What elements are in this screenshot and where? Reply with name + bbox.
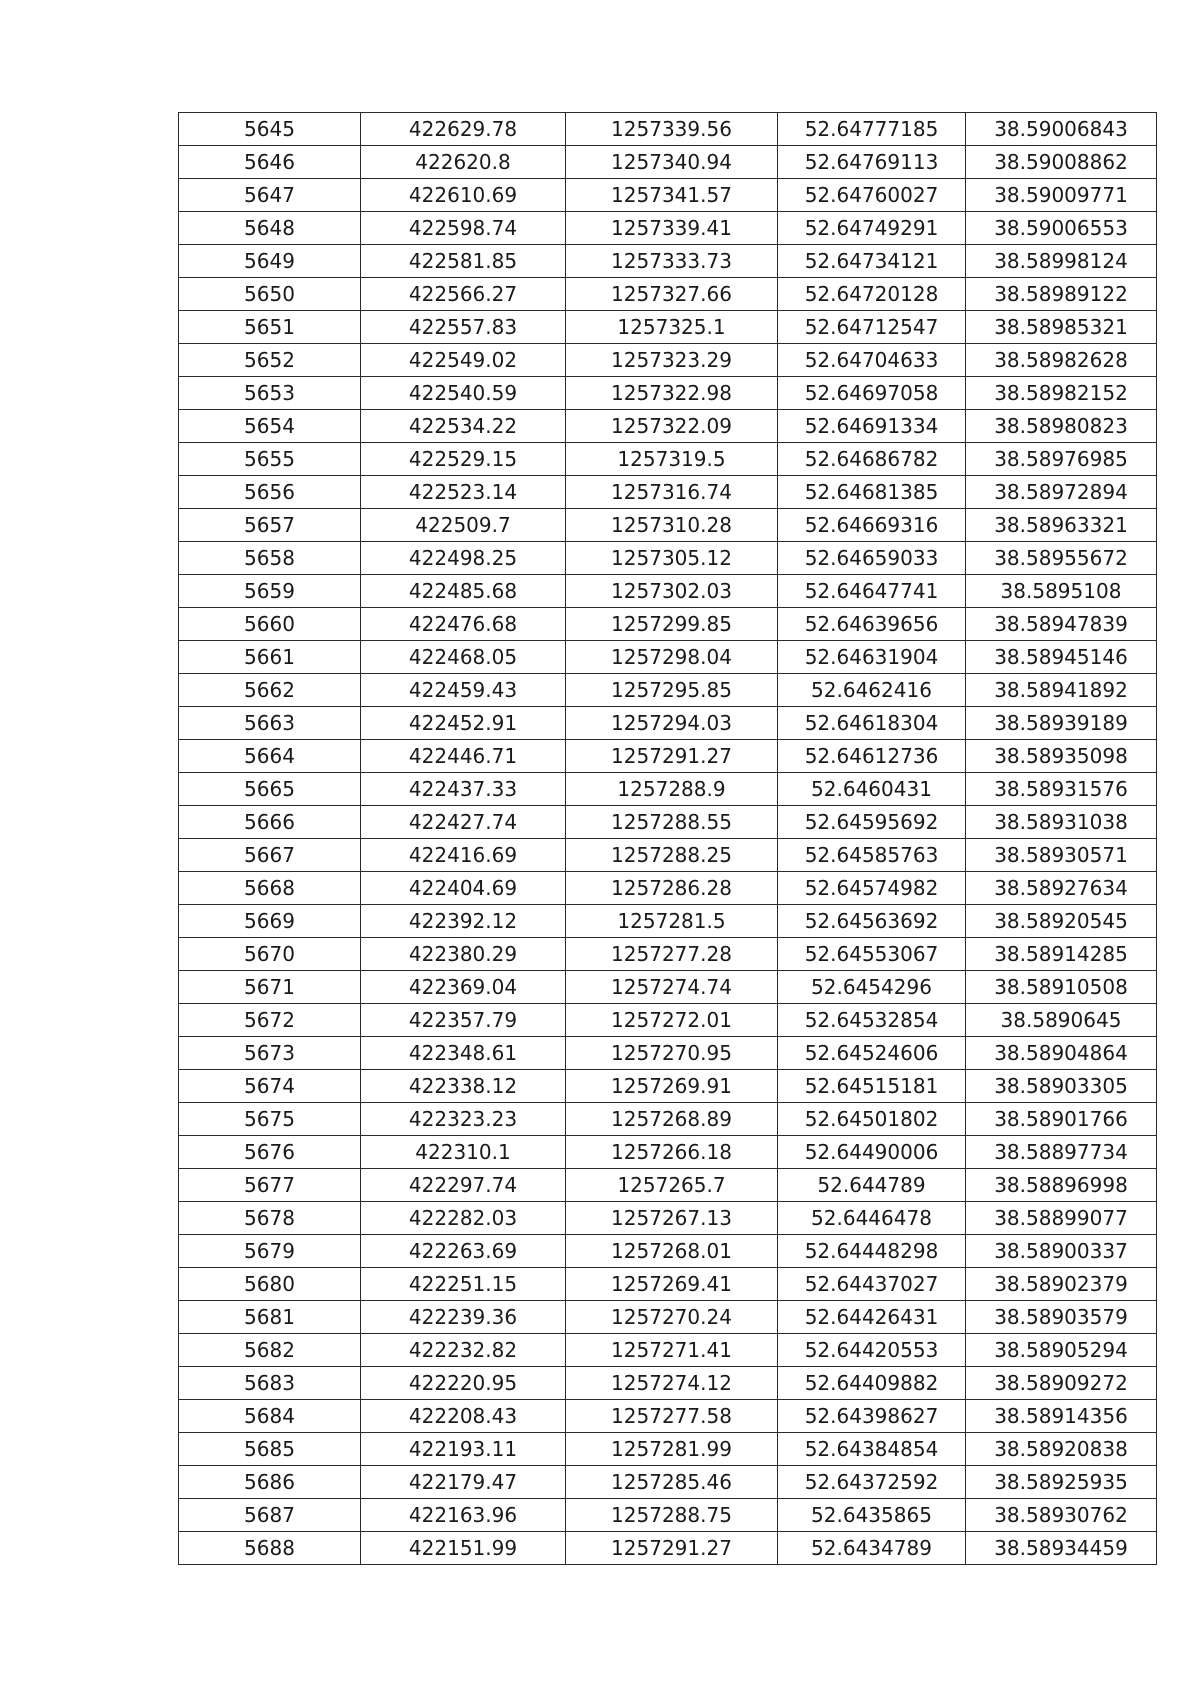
point-number-cell: 5677: [179, 1169, 361, 1202]
point-number-cell: 5685: [179, 1433, 361, 1466]
latitude-cell: 52.64409882: [778, 1367, 966, 1400]
table-row: [179, 707, 1157, 740]
latitude-cell: 52.6435865: [778, 1499, 966, 1532]
latitude-cell: 52.6434789: [778, 1532, 966, 1565]
y-coordinate-cell: 1257265.7: [566, 1169, 778, 1202]
table-row: [179, 542, 1157, 575]
longitude-cell: 38.58900337: [966, 1235, 1157, 1268]
table-row: [179, 476, 1157, 509]
point-number-cell: 5667: [179, 839, 361, 872]
latitude-cell: 52.64437027: [778, 1268, 966, 1301]
table-row: [179, 179, 1157, 212]
latitude-cell: 52.64760027: [778, 179, 966, 212]
latitude-cell: 52.64448298: [778, 1235, 966, 1268]
x-coordinate-cell: 422163.96: [361, 1499, 566, 1532]
latitude-cell: 52.64749291: [778, 212, 966, 245]
point-number-cell: 5674: [179, 1070, 361, 1103]
point-number-cell: 5672: [179, 1004, 361, 1037]
x-coordinate-cell: 422610.69: [361, 179, 566, 212]
point-number-cell: 5676: [179, 1136, 361, 1169]
x-coordinate-cell: 422404.69: [361, 872, 566, 905]
longitude-cell: 38.58914285: [966, 938, 1157, 971]
point-number-cell: 5673: [179, 1037, 361, 1070]
longitude-cell: 38.58930571: [966, 839, 1157, 872]
x-coordinate-cell: 422348.61: [361, 1037, 566, 1070]
coordinates-table-body: [179, 113, 1157, 1565]
latitude-cell: 52.64686782: [778, 443, 966, 476]
latitude-cell: 52.64647741: [778, 575, 966, 608]
y-coordinate-cell: 1257327.66: [566, 278, 778, 311]
x-coordinate-cell: 422427.74: [361, 806, 566, 839]
x-coordinate-cell: 422529.15: [361, 443, 566, 476]
y-coordinate-cell: 1257294.03: [566, 707, 778, 740]
x-coordinate-cell: 422476.68: [361, 608, 566, 641]
table-row: [179, 1103, 1157, 1136]
table-row: [179, 674, 1157, 707]
point-number-cell: 5656: [179, 476, 361, 509]
point-number-cell: 5671: [179, 971, 361, 1004]
y-coordinate-cell: 1257269.41: [566, 1268, 778, 1301]
longitude-cell: 38.58939189: [966, 707, 1157, 740]
latitude-cell: 52.64720128: [778, 278, 966, 311]
table-row: [179, 1400, 1157, 1433]
table-row: [179, 575, 1157, 608]
point-number-cell: 5668: [179, 872, 361, 905]
table-row: [179, 839, 1157, 872]
latitude-cell: 52.64515181: [778, 1070, 966, 1103]
point-number-cell: 5679: [179, 1235, 361, 1268]
latitude-cell: 52.64532854: [778, 1004, 966, 1037]
point-number-cell: 5678: [179, 1202, 361, 1235]
table-row: [179, 1367, 1157, 1400]
longitude-cell: 38.58985321: [966, 311, 1157, 344]
point-number-cell: 5684: [179, 1400, 361, 1433]
latitude-cell: 52.64681385: [778, 476, 966, 509]
point-number-cell: 5681: [179, 1301, 361, 1334]
table-row: [179, 311, 1157, 344]
latitude-cell: 52.64631904: [778, 641, 966, 674]
longitude-cell: 38.58998124: [966, 245, 1157, 278]
latitude-cell: 52.64704633: [778, 344, 966, 377]
table-row: [179, 806, 1157, 839]
point-number-cell: 5645: [179, 113, 361, 146]
y-coordinate-cell: 1257299.85: [566, 608, 778, 641]
y-coordinate-cell: 1257270.95: [566, 1037, 778, 1070]
table-row: [179, 1169, 1157, 1202]
x-coordinate-cell: 422566.27: [361, 278, 566, 311]
latitude-cell: 52.64524606: [778, 1037, 966, 1070]
point-number-cell: 5658: [179, 542, 361, 575]
y-coordinate-cell: 1257322.09: [566, 410, 778, 443]
longitude-cell: 38.5890645: [966, 1004, 1157, 1037]
longitude-cell: 38.58976985: [966, 443, 1157, 476]
longitude-cell: 38.58925935: [966, 1466, 1157, 1499]
table-row: [179, 608, 1157, 641]
longitude-cell: 38.58920545: [966, 905, 1157, 938]
x-coordinate-cell: 422263.69: [361, 1235, 566, 1268]
point-number-cell: 5665: [179, 773, 361, 806]
latitude-cell: 52.64712547: [778, 311, 966, 344]
longitude-cell: 38.58931038: [966, 806, 1157, 839]
latitude-cell: 52.64501802: [778, 1103, 966, 1136]
y-coordinate-cell: 1257291.27: [566, 1532, 778, 1565]
longitude-cell: 38.59009771: [966, 179, 1157, 212]
longitude-cell: 38.58897734: [966, 1136, 1157, 1169]
latitude-cell: 52.6454296: [778, 971, 966, 1004]
y-coordinate-cell: 1257288.75: [566, 1499, 778, 1532]
x-coordinate-cell: 422581.85: [361, 245, 566, 278]
table-row: [179, 113, 1157, 146]
table-row: [179, 938, 1157, 971]
y-coordinate-cell: 1257286.28: [566, 872, 778, 905]
longitude-cell: 38.58920838: [966, 1433, 1157, 1466]
longitude-cell: 38.58899077: [966, 1202, 1157, 1235]
y-coordinate-cell: 1257340.94: [566, 146, 778, 179]
longitude-cell: 38.58904864: [966, 1037, 1157, 1070]
y-coordinate-cell: 1257319.5: [566, 443, 778, 476]
point-number-cell: 5686: [179, 1466, 361, 1499]
x-coordinate-cell: 422208.43: [361, 1400, 566, 1433]
point-number-cell: 5648: [179, 212, 361, 245]
point-number-cell: 5666: [179, 806, 361, 839]
x-coordinate-cell: 422549.02: [361, 344, 566, 377]
latitude-cell: 52.6462416: [778, 674, 966, 707]
longitude-cell: 38.58972894: [966, 476, 1157, 509]
x-coordinate-cell: 422557.83: [361, 311, 566, 344]
table-row: [179, 905, 1157, 938]
x-coordinate-cell: 422446.71: [361, 740, 566, 773]
longitude-cell: 38.58941892: [966, 674, 1157, 707]
point-number-cell: 5646: [179, 146, 361, 179]
longitude-cell: 38.58935098: [966, 740, 1157, 773]
longitude-cell: 38.58896998: [966, 1169, 1157, 1202]
longitude-cell: 38.58903305: [966, 1070, 1157, 1103]
table-row: [179, 1268, 1157, 1301]
table-row: [179, 1433, 1157, 1466]
point-number-cell: 5651: [179, 311, 361, 344]
table-row: [179, 443, 1157, 476]
x-coordinate-cell: 422179.47: [361, 1466, 566, 1499]
latitude-cell: 52.64639656: [778, 608, 966, 641]
x-coordinate-cell: 422534.22: [361, 410, 566, 443]
y-coordinate-cell: 1257270.24: [566, 1301, 778, 1334]
longitude-cell: 38.58963321: [966, 509, 1157, 542]
x-coordinate-cell: 422498.25: [361, 542, 566, 575]
x-coordinate-cell: 422323.23: [361, 1103, 566, 1136]
y-coordinate-cell: 1257305.12: [566, 542, 778, 575]
point-number-cell: 5661: [179, 641, 361, 674]
longitude-cell: 38.58930762: [966, 1499, 1157, 1532]
x-coordinate-cell: 422151.99: [361, 1532, 566, 1565]
point-number-cell: 5670: [179, 938, 361, 971]
table-row: [179, 1202, 1157, 1235]
y-coordinate-cell: 1257269.91: [566, 1070, 778, 1103]
latitude-cell: 52.64384854: [778, 1433, 966, 1466]
x-coordinate-cell: 422468.05: [361, 641, 566, 674]
coordinates-table: [178, 112, 1157, 1565]
point-number-cell: 5660: [179, 608, 361, 641]
point-number-cell: 5687: [179, 1499, 361, 1532]
x-coordinate-cell: 422459.43: [361, 674, 566, 707]
x-coordinate-cell: 422437.33: [361, 773, 566, 806]
latitude-cell: 52.64574982: [778, 872, 966, 905]
table-row: [179, 1301, 1157, 1334]
point-number-cell: 5659: [179, 575, 361, 608]
latitude-cell: 52.64563692: [778, 905, 966, 938]
longitude-cell: 38.58955672: [966, 542, 1157, 575]
longitude-cell: 38.5895108: [966, 575, 1157, 608]
y-coordinate-cell: 1257323.29: [566, 344, 778, 377]
x-coordinate-cell: 422282.03: [361, 1202, 566, 1235]
point-number-cell: 5682: [179, 1334, 361, 1367]
longitude-cell: 38.58914356: [966, 1400, 1157, 1433]
longitude-cell: 38.58902379: [966, 1268, 1157, 1301]
longitude-cell: 38.58989122: [966, 278, 1157, 311]
table-row: [179, 1136, 1157, 1169]
latitude-cell: 52.64691334: [778, 410, 966, 443]
table-row: [179, 1532, 1157, 1565]
table-row: [179, 1466, 1157, 1499]
y-coordinate-cell: 1257341.57: [566, 179, 778, 212]
latitude-cell: 52.64659033: [778, 542, 966, 575]
table-row: [179, 1037, 1157, 1070]
point-number-cell: 5650: [179, 278, 361, 311]
y-coordinate-cell: 1257268.89: [566, 1103, 778, 1136]
y-coordinate-cell: 1257316.74: [566, 476, 778, 509]
x-coordinate-cell: 422369.04: [361, 971, 566, 1004]
table-row: [179, 377, 1157, 410]
table-row: [179, 641, 1157, 674]
x-coordinate-cell: 422452.91: [361, 707, 566, 740]
x-coordinate-cell: 422220.95: [361, 1367, 566, 1400]
y-coordinate-cell: 1257310.28: [566, 509, 778, 542]
latitude-cell: 52.6460431: [778, 773, 966, 806]
longitude-cell: 38.58901766: [966, 1103, 1157, 1136]
x-coordinate-cell: 422251.15: [361, 1268, 566, 1301]
x-coordinate-cell: 422416.69: [361, 839, 566, 872]
x-coordinate-cell: 422232.82: [361, 1334, 566, 1367]
latitude-cell: 52.6446478: [778, 1202, 966, 1235]
y-coordinate-cell: 1257325.1: [566, 311, 778, 344]
latitude-cell: 52.64553067: [778, 938, 966, 971]
table-row: [179, 740, 1157, 773]
x-coordinate-cell: 422598.74: [361, 212, 566, 245]
table-row: [179, 872, 1157, 905]
table-row: [179, 1334, 1157, 1367]
point-number-cell: 5683: [179, 1367, 361, 1400]
longitude-cell: 38.58910508: [966, 971, 1157, 1004]
y-coordinate-cell: 1257267.13: [566, 1202, 778, 1235]
y-coordinate-cell: 1257281.5: [566, 905, 778, 938]
table-row: [179, 212, 1157, 245]
x-coordinate-cell: 422392.12: [361, 905, 566, 938]
x-coordinate-cell: 422338.12: [361, 1070, 566, 1103]
longitude-cell: 38.58947839: [966, 608, 1157, 641]
table-row: [179, 410, 1157, 443]
table-row: [179, 509, 1157, 542]
y-coordinate-cell: 1257271.41: [566, 1334, 778, 1367]
x-coordinate-cell: 422485.68: [361, 575, 566, 608]
latitude-cell: 52.64595692: [778, 806, 966, 839]
x-coordinate-cell: 422509.7: [361, 509, 566, 542]
table-row: [179, 245, 1157, 278]
latitude-cell: 52.64372592: [778, 1466, 966, 1499]
latitude-cell: 52.64669316: [778, 509, 966, 542]
y-coordinate-cell: 1257288.55: [566, 806, 778, 839]
y-coordinate-cell: 1257302.03: [566, 575, 778, 608]
latitude-cell: 52.64769113: [778, 146, 966, 179]
y-coordinate-cell: 1257277.28: [566, 938, 778, 971]
y-coordinate-cell: 1257266.18: [566, 1136, 778, 1169]
x-coordinate-cell: 422629.78: [361, 113, 566, 146]
y-coordinate-cell: 1257274.12: [566, 1367, 778, 1400]
x-coordinate-cell: 422193.11: [361, 1433, 566, 1466]
point-number-cell: 5652: [179, 344, 361, 377]
table-row: [179, 146, 1157, 179]
latitude-cell: 52.64585763: [778, 839, 966, 872]
point-number-cell: 5688: [179, 1532, 361, 1565]
y-coordinate-cell: 1257322.98: [566, 377, 778, 410]
longitude-cell: 38.58934459: [966, 1532, 1157, 1565]
table-row: [179, 278, 1157, 311]
table-row: [179, 344, 1157, 377]
latitude-cell: 52.64734121: [778, 245, 966, 278]
longitude-cell: 38.58980823: [966, 410, 1157, 443]
y-coordinate-cell: 1257288.25: [566, 839, 778, 872]
longitude-cell: 38.58931576: [966, 773, 1157, 806]
table-row: [179, 773, 1157, 806]
y-coordinate-cell: 1257291.27: [566, 740, 778, 773]
latitude-cell: 52.64618304: [778, 707, 966, 740]
table-row: [179, 971, 1157, 1004]
latitude-cell: 52.64490006: [778, 1136, 966, 1169]
y-coordinate-cell: 1257298.04: [566, 641, 778, 674]
y-coordinate-cell: 1257281.99: [566, 1433, 778, 1466]
point-number-cell: 5647: [179, 179, 361, 212]
longitude-cell: 38.58909272: [966, 1367, 1157, 1400]
x-coordinate-cell: 422357.79: [361, 1004, 566, 1037]
point-number-cell: 5680: [179, 1268, 361, 1301]
point-number-cell: 5657: [179, 509, 361, 542]
x-coordinate-cell: 422540.59: [361, 377, 566, 410]
latitude-cell: 52.64777185: [778, 113, 966, 146]
latitude-cell: 52.64612736: [778, 740, 966, 773]
longitude-cell: 38.58982628: [966, 344, 1157, 377]
point-number-cell: 5649: [179, 245, 361, 278]
y-coordinate-cell: 1257288.9: [566, 773, 778, 806]
point-number-cell: 5675: [179, 1103, 361, 1136]
x-coordinate-cell: 422310.1: [361, 1136, 566, 1169]
longitude-cell: 38.58903579: [966, 1301, 1157, 1334]
x-coordinate-cell: 422239.36: [361, 1301, 566, 1334]
latitude-cell: 52.64420553: [778, 1334, 966, 1367]
point-number-cell: 5653: [179, 377, 361, 410]
y-coordinate-cell: 1257333.73: [566, 245, 778, 278]
point-number-cell: 5669: [179, 905, 361, 938]
latitude-cell: 52.64426431: [778, 1301, 966, 1334]
y-coordinate-cell: 1257285.46: [566, 1466, 778, 1499]
y-coordinate-cell: 1257272.01: [566, 1004, 778, 1037]
table-row: [179, 1004, 1157, 1037]
point-number-cell: 5663: [179, 707, 361, 740]
point-number-cell: 5662: [179, 674, 361, 707]
point-number-cell: 5664: [179, 740, 361, 773]
longitude-cell: 38.58927634: [966, 872, 1157, 905]
table-row: [179, 1499, 1157, 1532]
y-coordinate-cell: 1257277.58: [566, 1400, 778, 1433]
latitude-cell: 52.64398627: [778, 1400, 966, 1433]
longitude-cell: 38.59006843: [966, 113, 1157, 146]
x-coordinate-cell: 422523.14: [361, 476, 566, 509]
longitude-cell: 38.59006553: [966, 212, 1157, 245]
y-coordinate-cell: 1257339.56: [566, 113, 778, 146]
y-coordinate-cell: 1257274.74: [566, 971, 778, 1004]
table-row: [179, 1235, 1157, 1268]
y-coordinate-cell: 1257339.41: [566, 212, 778, 245]
longitude-cell: 38.58945146: [966, 641, 1157, 674]
longitude-cell: 38.58905294: [966, 1334, 1157, 1367]
table-row: [179, 1070, 1157, 1103]
y-coordinate-cell: 1257268.01: [566, 1235, 778, 1268]
y-coordinate-cell: 1257295.85: [566, 674, 778, 707]
point-number-cell: 5654: [179, 410, 361, 443]
x-coordinate-cell: 422297.74: [361, 1169, 566, 1202]
latitude-cell: 52.64697058: [778, 377, 966, 410]
x-coordinate-cell: 422620.8: [361, 146, 566, 179]
latitude-cell: 52.644789: [778, 1169, 966, 1202]
longitude-cell: 38.59008862: [966, 146, 1157, 179]
longitude-cell: 38.58982152: [966, 377, 1157, 410]
x-coordinate-cell: 422380.29: [361, 938, 566, 971]
point-number-cell: 5655: [179, 443, 361, 476]
